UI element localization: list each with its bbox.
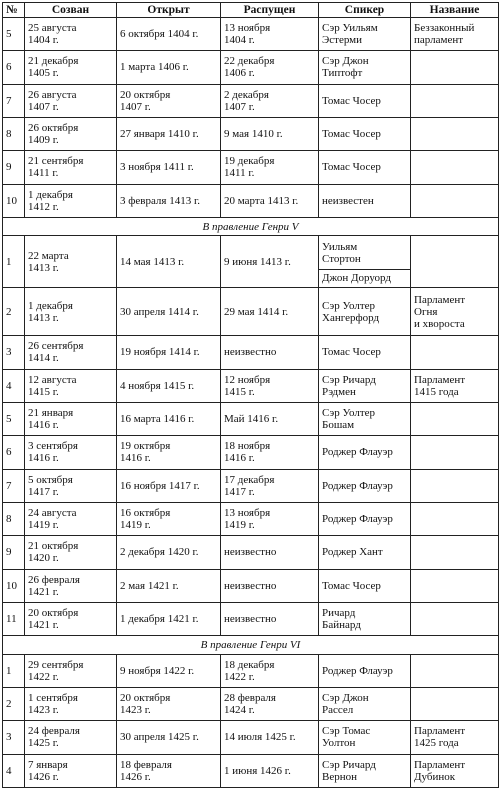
cell-number: 6 — [3, 51, 25, 84]
cell-summoned: 1 сентября 1423 г. — [25, 687, 117, 720]
table-row — [3, 18, 499, 51]
cell-name: Парламент 1425 года — [411, 721, 499, 754]
cell-number: 10 — [3, 569, 25, 602]
cell-dissolved: неизвестно — [221, 569, 319, 602]
cell-name: Парламент 1415 года — [411, 369, 499, 402]
cell-opened: 16 октября 1419 г. — [117, 502, 221, 535]
cell-dissolved: 2 декабря 1407 г. — [221, 84, 319, 117]
cell-speaker: Роджер Флауэр — [319, 436, 411, 469]
cell-opened: 2 мая 1421 г. — [117, 569, 221, 602]
cell-number: 2 — [3, 288, 25, 336]
cell-summoned: 29 сентября 1422 г. — [25, 654, 117, 687]
section-heading: В правление Генри V — [3, 217, 499, 236]
cell-number: 9 — [3, 536, 25, 569]
cell-name — [411, 569, 499, 602]
cell-opened: 4 ноября 1415 г. — [117, 369, 221, 402]
cell-opened: 16 ноября 1417 г. — [117, 469, 221, 502]
cell-opened: 20 октября 1423 г. — [117, 687, 221, 720]
cell-speaker: Роджер Флауэр — [319, 654, 411, 687]
table-row — [3, 569, 499, 602]
cell-opened: 1 марта 1406 г. — [117, 51, 221, 84]
cell-dissolved: 12 ноября 1415 г. — [221, 369, 319, 402]
cell-name: Беззаконный парламент — [411, 18, 499, 51]
cell-dissolved: 17 декабря 1417 г. — [221, 469, 319, 502]
cell-speaker: Томас Чосер — [319, 569, 411, 602]
cell-number: 8 — [3, 502, 25, 535]
cell-dissolved: неизвестно — [221, 602, 319, 635]
cell-name: Парламент Дубинок — [411, 754, 499, 787]
table-row — [3, 84, 499, 117]
cell-speaker: Роджер Флауэр — [319, 469, 411, 502]
table-row — [3, 117, 499, 150]
cell-opened: 19 ноября 1414 г. — [117, 336, 221, 369]
cell-summoned: 21 января 1416 г. — [25, 402, 117, 435]
cell-summoned: 21 сентября 1411 г. — [25, 151, 117, 184]
cell-opened: 30 апреля 1414 г. — [117, 288, 221, 336]
header-number: № — [3, 3, 25, 18]
cell-summoned: 26 августа 1407 г. — [25, 84, 117, 117]
cell-speaker: Сэр Уолтер Хангерфорд — [319, 288, 411, 336]
table-body — [3, 18, 499, 788]
table-row — [3, 184, 499, 217]
cell-name — [411, 402, 499, 435]
header-summoned: Созван — [25, 3, 117, 18]
cell-summoned: 1 декабря 1412 г. — [25, 184, 117, 217]
cell-dissolved: 22 декабря 1406 г. — [221, 51, 319, 84]
section-heading-row — [3, 217, 499, 236]
section-heading-row — [3, 636, 499, 655]
cell-number: 3 — [3, 721, 25, 754]
table-row — [3, 402, 499, 435]
cell-dissolved: неизвестно — [221, 336, 319, 369]
cell-name: Парламент Огня и хвороста — [411, 288, 499, 336]
cell-opened: 3 февраля 1413 г. — [117, 184, 221, 217]
table-row — [3, 754, 499, 787]
cell-speaker: Сэр Ричард Вернон — [319, 754, 411, 787]
cell-opened: 3 ноября 1411 г. — [117, 151, 221, 184]
cell-speaker: Сэр Джон Типтофт — [319, 51, 411, 84]
cell-summoned: 24 августа 1419 г. — [25, 502, 117, 535]
cell-summoned: 26 сентября 1414 г. — [25, 336, 117, 369]
cell-opened: 14 мая 1413 г. — [117, 236, 221, 288]
table-row — [3, 602, 499, 635]
cell-name — [411, 502, 499, 535]
cell-number: 6 — [3, 436, 25, 469]
cell-summoned: 26 февраля 1421 г. — [25, 569, 117, 602]
cell-opened: 2 декабря 1420 г. — [117, 536, 221, 569]
cell-speaker: Сэр Томас Уолтон — [319, 721, 411, 754]
cell-speaker: Ричард Байнард — [319, 602, 411, 635]
cell-speaker: Томас Чосер — [319, 151, 411, 184]
table-row — [3, 502, 499, 535]
table-row — [3, 336, 499, 369]
table-row — [3, 654, 499, 687]
cell-number: 4 — [3, 369, 25, 402]
header-dissolved: Распущен — [221, 3, 319, 18]
cell-number: 3 — [3, 336, 25, 369]
cell-dissolved: 1 июня 1426 г. — [221, 754, 319, 787]
cell-summoned: 1 декабря 1413 г. — [25, 288, 117, 336]
cell-summoned: 26 октября 1409 г. — [25, 117, 117, 150]
cell-number: 7 — [3, 469, 25, 502]
cell-name — [411, 84, 499, 117]
cell-speaker: неизвестен — [319, 184, 411, 217]
cell-name — [411, 151, 499, 184]
cell-summoned: 7 января 1426 г. — [25, 754, 117, 787]
cell-number: 1 — [3, 236, 25, 288]
cell-dissolved: 13 ноября 1419 г. — [221, 502, 319, 535]
cell-dissolved: 29 мая 1414 г. — [221, 288, 319, 336]
cell-opened: 18 февраля 1426 г. — [117, 754, 221, 787]
cell-number: 8 — [3, 117, 25, 150]
cell-number: 5 — [3, 18, 25, 51]
cell-dissolved: 18 декабря 1422 г. — [221, 654, 319, 687]
cell-number: 7 — [3, 84, 25, 117]
cell-speaker-second: Джон Доруорд — [319, 269, 411, 288]
cell-name — [411, 602, 499, 635]
cell-opened: 9 ноября 1422 г. — [117, 654, 221, 687]
cell-dissolved: 13 ноября 1404 г. — [221, 18, 319, 51]
table-row — [3, 151, 499, 184]
cell-number: 9 — [3, 151, 25, 184]
cell-number: 10 — [3, 184, 25, 217]
cell-summoned: 24 февраля 1425 г. — [25, 721, 117, 754]
cell-opened: 6 октября 1404 г. — [117, 18, 221, 51]
cell-dissolved: 20 марта 1413 г. — [221, 184, 319, 217]
cell-number: 11 — [3, 602, 25, 635]
cell-speaker: Роджер Хант — [319, 536, 411, 569]
table-row — [3, 288, 499, 336]
cell-speaker: Сэр Ричард Рэдмен — [319, 369, 411, 402]
cell-opened: 27 января 1410 г. — [117, 117, 221, 150]
cell-number: 4 — [3, 754, 25, 787]
cell-name — [411, 236, 499, 288]
cell-speaker: Уильям Стортон — [319, 236, 411, 269]
table-row — [3, 436, 499, 469]
header-row — [3, 3, 499, 18]
cell-opened: 1 декабря 1421 г. — [117, 602, 221, 635]
section-heading: В правление Генри VI — [3, 636, 499, 655]
cell-speaker: Сэр Джон Рассел — [319, 687, 411, 720]
parliaments-table — [2, 2, 499, 788]
table-row — [3, 51, 499, 84]
table-row — [3, 721, 499, 754]
table-row — [3, 469, 499, 502]
cell-summoned: 12 августа 1415 г. — [25, 369, 117, 402]
cell-speaker: Роджер Флауэр — [319, 502, 411, 535]
cell-speaker: Томас Чосер — [319, 84, 411, 117]
cell-name — [411, 184, 499, 217]
cell-summoned: 22 марта 1413 г. — [25, 236, 117, 288]
cell-dissolved: 9 июня 1413 г. — [221, 236, 319, 288]
cell-speaker: Сэр Уолтер Бошам — [319, 402, 411, 435]
cell-number: 1 — [3, 654, 25, 687]
cell-dissolved: 28 февраля 1424 г. — [221, 687, 319, 720]
cell-dissolved: неизвестно — [221, 536, 319, 569]
header-opened: Открыт — [117, 3, 221, 18]
cell-name — [411, 51, 499, 84]
header-name: Название — [411, 3, 499, 18]
cell-opened: 16 марта 1416 г. — [117, 402, 221, 435]
cell-summoned: 21 октября 1420 г. — [25, 536, 117, 569]
cell-name — [411, 469, 499, 502]
cell-speaker: Сэр Уильям Эстерми — [319, 18, 411, 51]
cell-summoned: 21 декабря 1405 г. — [25, 51, 117, 84]
cell-opened: 19 октября 1416 г. — [117, 436, 221, 469]
cell-opened: 30 апреля 1425 г. — [117, 721, 221, 754]
header-speaker: Спикер — [319, 3, 411, 18]
cell-opened: 20 октября 1407 г. — [117, 84, 221, 117]
cell-name — [411, 654, 499, 687]
cell-summoned: 20 октября 1421 г. — [25, 602, 117, 635]
table-row — [3, 536, 499, 569]
cell-speaker: Томас Чосер — [319, 117, 411, 150]
table-row — [3, 687, 499, 720]
cell-speaker: Томас Чосер — [319, 336, 411, 369]
cell-dissolved: 19 декабря 1411 г. — [221, 151, 319, 184]
cell-dissolved: 9 мая 1410 г. — [221, 117, 319, 150]
cell-number: 5 — [3, 402, 25, 435]
table-row — [3, 369, 499, 402]
cell-dissolved: Май 1416 г. — [221, 402, 319, 435]
cell-summoned: 5 октября 1417 г. — [25, 469, 117, 502]
cell-name — [411, 436, 499, 469]
cell-name — [411, 117, 499, 150]
cell-dissolved: 14 июля 1425 г. — [221, 721, 319, 754]
cell-dissolved: 18 ноября 1416 г. — [221, 436, 319, 469]
cell-name — [411, 336, 499, 369]
cell-summoned: 3 сентября 1416 г. — [25, 436, 117, 469]
cell-number: 2 — [3, 687, 25, 720]
table-row — [3, 236, 499, 269]
cell-name — [411, 536, 499, 569]
cell-name — [411, 687, 499, 720]
cell-summoned: 25 августа 1404 г. — [25, 18, 117, 51]
